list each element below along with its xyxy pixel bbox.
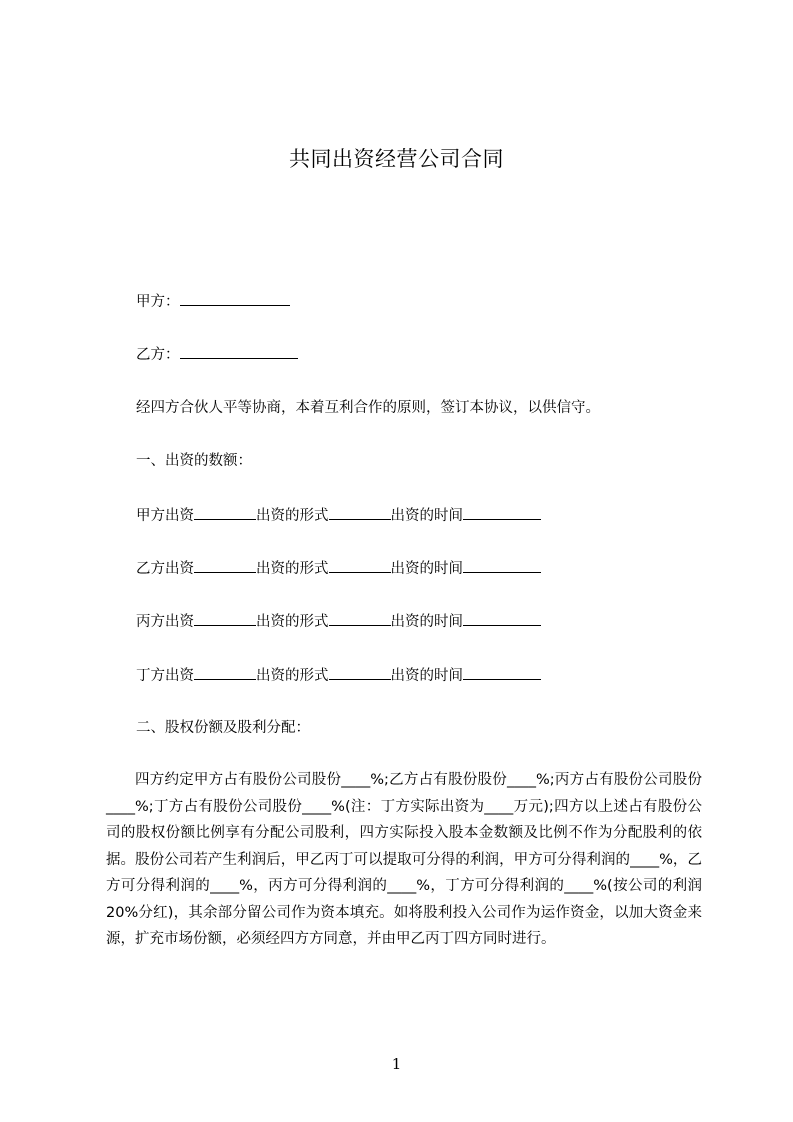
page-number: 1 xyxy=(391,1055,402,1073)
share-distribution-text: 四方约定甲方占有股份公司股份____%;乙方占有股份股份____%;丙方占有股份公司股份____%;丁方占有股份公司股份____%(注：丁方实际出资为____万元);四方以上述占有股份公司的股权份额比例享有分配公司股利，四方实际投入股本金数额及比例不作为分配股利的依据。股份公司若产生利润后，甲乙丙丁可以提取可分得的利润，甲方可分得利润的____%，乙方可分得利润的____%，丙方可分得利润的____%，丁方可分得利润的____%(按公司的利润20%分红)，其余部分留公司作为资本填充。如将股利投入公司作为运作资金，以加大资金来源，扩充市场份额，必须经四方方同意，并由甲乙丙丁四方同时进行。 xyxy=(106,772,702,947)
time-blank[interactable] xyxy=(463,558,541,573)
form-label: 出资的形式 xyxy=(256,508,329,524)
contribution-party: 甲方出资 xyxy=(136,508,194,524)
time-blank[interactable] xyxy=(463,665,541,680)
amount-blank[interactable] xyxy=(194,558,256,573)
contribution-row xyxy=(136,665,541,686)
party-a-blank[interactable] xyxy=(180,291,290,306)
time-blank[interactable] xyxy=(463,505,541,520)
contribution-party: 乙方出资 xyxy=(136,561,194,577)
time-label: 出资的时间 xyxy=(390,508,463,524)
section-2-heading: 二、股权份额及股利分配： xyxy=(136,720,310,736)
contribution-row xyxy=(136,558,541,579)
party-b-line xyxy=(136,344,298,365)
amount-blank[interactable] xyxy=(194,505,256,520)
amount-blank[interactable] xyxy=(194,611,256,626)
form-label: 出资的形式 xyxy=(256,614,329,630)
form-label: 出资的形式 xyxy=(256,668,329,684)
party-b-blank[interactable] xyxy=(180,344,298,359)
document-title: 共同出资经营公司合同 xyxy=(289,147,504,171)
form-blank[interactable] xyxy=(329,611,391,626)
party-a-line xyxy=(136,291,290,312)
time-label: 出资的时间 xyxy=(390,668,463,684)
party-a-label: 甲方： xyxy=(136,294,180,310)
contribution-party: 丁方出资 xyxy=(136,668,194,684)
time-label: 出资的时间 xyxy=(390,561,463,577)
contribution-party: 丙方出资 xyxy=(136,614,194,630)
form-label: 出资的形式 xyxy=(256,561,329,577)
time-label: 出资的时间 xyxy=(390,614,463,630)
party-b-label: 乙方： xyxy=(136,347,180,363)
form-blank[interactable] xyxy=(329,505,391,520)
form-blank[interactable] xyxy=(329,558,391,573)
amount-blank[interactable] xyxy=(194,665,256,680)
form-blank[interactable] xyxy=(329,665,391,680)
intro-text: 经四方合伙人平等协商，本着互利合作的原则，签订本协议，以供信守。 xyxy=(136,400,600,416)
contribution-row xyxy=(136,611,541,632)
section-2-paragraph xyxy=(106,767,702,953)
contribution-row xyxy=(136,505,541,526)
time-blank[interactable] xyxy=(463,611,541,626)
section-1-heading: 一、出资的数额： xyxy=(136,453,252,469)
